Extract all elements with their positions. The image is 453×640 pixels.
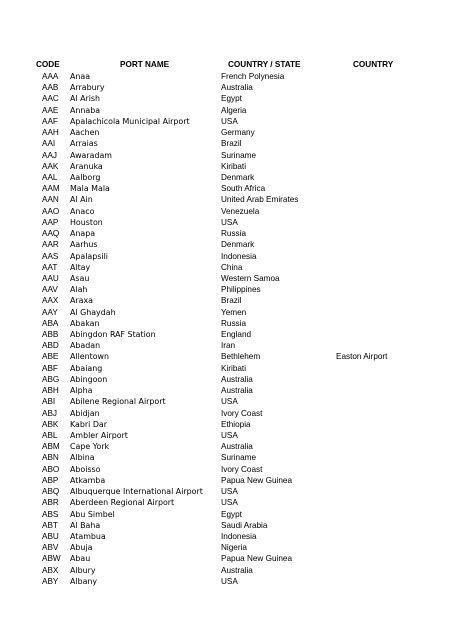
cell-port-name: Kabri Dar xyxy=(70,419,107,429)
table-row xyxy=(0,452,453,463)
cell-country-state: Kiribati xyxy=(221,363,247,373)
cell-port-name: Abuja xyxy=(70,543,93,553)
table-row xyxy=(0,206,453,217)
cell-country-state: Denmark xyxy=(221,240,255,250)
cell-code: ABJ xyxy=(42,408,58,418)
cell-port-name: Alpha xyxy=(70,386,93,396)
table-row xyxy=(0,127,453,138)
cell-country-state: Germany xyxy=(221,128,255,138)
cell-port-name: Annaba xyxy=(70,105,101,115)
cell-code: AAA xyxy=(42,72,59,81)
table-row xyxy=(0,497,453,508)
table-row xyxy=(0,464,453,475)
table-row xyxy=(0,183,453,194)
cell-code: ABW xyxy=(42,554,61,564)
cell-country-state: Western Samoa xyxy=(221,273,280,283)
cell-country: Easton Airport xyxy=(336,352,388,362)
cell-code: ABT xyxy=(42,520,58,530)
cell-code: AAR xyxy=(42,240,59,250)
cell-port-name: Al Ghaydah xyxy=(70,307,116,317)
cell-code: ABY xyxy=(42,576,59,586)
table-row xyxy=(0,116,453,127)
table-row xyxy=(0,374,453,385)
cell-code: ABD xyxy=(42,341,59,351)
cell-code: ABA xyxy=(42,318,59,328)
table-row xyxy=(0,82,453,93)
table-row xyxy=(0,239,453,250)
cell-port-name: Cape York xyxy=(70,442,110,452)
cell-code: AAN xyxy=(42,195,59,205)
cell-code: AAH xyxy=(42,128,59,138)
cell-code: AAU xyxy=(42,273,59,283)
cell-port-name: Awaradam xyxy=(70,150,112,160)
table-row xyxy=(0,105,453,116)
table-row xyxy=(0,71,453,82)
table-row xyxy=(0,385,453,396)
cell-country-state: Ivory Coast xyxy=(221,464,263,474)
cell-country-state: French Polynesia xyxy=(221,72,285,81)
table-row xyxy=(0,441,453,452)
cell-code: AAF xyxy=(42,116,58,126)
cell-code: AAY xyxy=(42,307,58,317)
cell-country-state: Suriname xyxy=(221,453,257,463)
cell-port-name: Ambler Airport xyxy=(70,431,128,440)
table-row xyxy=(0,273,453,284)
table-row xyxy=(0,509,453,520)
table-row xyxy=(0,307,453,318)
cell-port-name: Aranuka xyxy=(70,161,103,171)
cell-country-state: Nigeria xyxy=(221,543,247,553)
cell-country-state: Egypt xyxy=(221,94,242,104)
cell-port-name: Aalborg xyxy=(70,172,101,182)
cell-country-state: Australia xyxy=(221,386,253,396)
cell-country-state: Ethiopia xyxy=(221,419,251,429)
cell-country-state: Kiribati xyxy=(221,161,247,171)
cell-country-state: USA xyxy=(221,217,238,227)
table-row xyxy=(0,284,453,295)
cell-country-state: Australia xyxy=(221,374,253,384)
cell-port-name: Abidjan xyxy=(70,408,100,418)
cell-code: ABH xyxy=(42,386,59,396)
cell-port-name: Abilene Regional Airport xyxy=(70,397,166,407)
cell-port-name: Anaco xyxy=(70,206,95,216)
cell-port-name: Al Baha xyxy=(70,520,101,530)
cell-port-name: Al Arish xyxy=(70,94,101,104)
cell-port-name: Abaiang xyxy=(70,363,103,373)
cell-code: AAV xyxy=(42,285,58,295)
cell-code: ABB xyxy=(42,330,59,340)
cell-code: ABO xyxy=(42,464,60,474)
table-row xyxy=(0,565,453,576)
cell-code: ABL xyxy=(42,431,58,440)
cell-country-state: Saudi Arabia xyxy=(221,520,268,530)
table-row xyxy=(0,150,453,161)
cell-port-name: Atambua xyxy=(70,531,106,541)
table-row xyxy=(0,419,453,430)
cell-code: ABV xyxy=(42,543,59,553)
cell-code: ABG xyxy=(42,374,60,384)
table-row xyxy=(0,318,453,329)
cell-country-state: Iran xyxy=(221,341,236,351)
cell-code: AAQ xyxy=(42,229,60,239)
cell-code: AAK xyxy=(42,161,59,171)
cell-port-name: Abingdon RAF Station xyxy=(70,330,156,340)
cell-port-name: Asau xyxy=(70,273,90,283)
cell-port-name: Aboisso xyxy=(70,464,101,474)
cell-code: AAT xyxy=(42,262,58,272)
table-row xyxy=(0,138,453,149)
table-row xyxy=(0,194,453,205)
cell-port-name: Apalachicola Municipal Airport xyxy=(70,116,190,126)
cell-country-state: Denmark xyxy=(221,172,255,182)
cell-port-name: Altay xyxy=(70,262,91,272)
cell-country-state: Papua New Guinea xyxy=(221,475,293,485)
cell-code: AAO xyxy=(42,206,60,216)
table-header-row xyxy=(0,59,453,71)
table-row xyxy=(0,475,453,486)
cell-code: ABF xyxy=(42,363,58,373)
table-row xyxy=(0,553,453,564)
cell-code: AAX xyxy=(42,296,59,306)
cell-port-name: Houston xyxy=(70,217,103,227)
table-row xyxy=(0,161,453,172)
cell-code: ABS xyxy=(42,509,59,519)
cell-code: ABR xyxy=(42,498,59,508)
cell-country-state: China xyxy=(221,262,243,272)
cell-country-state: USA xyxy=(221,397,238,407)
cell-port-name: Arraias xyxy=(70,139,98,149)
cell-code: AAM xyxy=(42,184,60,194)
cell-country-state: South Africa xyxy=(221,184,266,194)
cell-country-state: Indonesia xyxy=(221,251,257,261)
cell-country-state: Brazil xyxy=(221,139,242,149)
cell-country-state: USA xyxy=(221,116,238,126)
cell-port-name: Abu Simbel xyxy=(70,509,115,519)
cell-port-name: Anaa xyxy=(70,72,91,81)
cell-country-state: Ivory Coast xyxy=(221,408,263,418)
cell-code: ABI xyxy=(42,397,56,407)
cell-country-state: Brazil xyxy=(221,296,242,306)
cell-port-name: Albuquerque International Airport xyxy=(70,487,203,497)
cell-port-name: Aachen xyxy=(70,128,100,138)
cell-code: ABX xyxy=(42,565,59,575)
table-row xyxy=(0,262,453,273)
cell-country-state: Philippines xyxy=(221,285,261,295)
table-row xyxy=(0,93,453,104)
cell-port-name: Araxa xyxy=(70,296,93,306)
cell-country-state: USA xyxy=(221,487,238,497)
cell-country-state: United Arab Emirates xyxy=(221,195,299,205)
header-country: COUNTRY xyxy=(353,60,394,69)
header-country-state: COUNTRY / STATE xyxy=(228,60,301,69)
table-row xyxy=(0,396,453,407)
cell-code: AAC xyxy=(42,94,59,104)
table-row xyxy=(0,340,453,351)
table-row xyxy=(0,217,453,228)
table-row xyxy=(0,408,453,419)
cell-port-name: Atkamba xyxy=(70,475,106,485)
cell-country-state: Egypt xyxy=(221,509,242,519)
cell-port-name: Aarhus xyxy=(70,240,98,250)
table-row xyxy=(0,228,453,239)
cell-port-name: Al Ain xyxy=(70,195,93,205)
cell-code: ABP xyxy=(42,475,59,485)
table-row xyxy=(0,363,453,374)
table-row xyxy=(0,486,453,497)
cell-country-state: USA xyxy=(221,431,238,440)
table-row xyxy=(0,351,453,362)
cell-code: ABE xyxy=(42,352,59,362)
cell-country-state: Papua New Guinea xyxy=(221,554,293,564)
cell-port-name: Allentown xyxy=(70,352,110,362)
cell-code: ABN xyxy=(42,453,59,463)
cell-code: AAJ xyxy=(42,150,58,160)
cell-country-state: Australia xyxy=(221,565,253,575)
cell-code: AAB xyxy=(42,83,59,93)
cell-country-state: Indonesia xyxy=(221,531,257,541)
cell-country-state: USA xyxy=(221,498,238,508)
table-body xyxy=(0,71,453,587)
cell-port-name: Abakan xyxy=(70,318,100,328)
table-row xyxy=(0,542,453,553)
table-row xyxy=(0,295,453,306)
cell-code: AAP xyxy=(42,217,59,227)
cell-country-state: Suriname xyxy=(221,150,257,160)
header-port-name: PORT NAME xyxy=(120,60,170,69)
cell-country-state: Yemen xyxy=(221,307,247,317)
table-row xyxy=(0,172,453,183)
cell-port-name: Mala Mala xyxy=(70,184,110,194)
cell-code: ABK xyxy=(42,419,59,429)
cell-code: AAI xyxy=(42,139,56,149)
cell-country-state: Bethlehem xyxy=(221,352,261,362)
cell-port-name: Apalapsili xyxy=(70,251,108,261)
table-row xyxy=(0,520,453,531)
cell-country-state: Venezuela xyxy=(221,206,260,216)
cell-port-name: Alah xyxy=(70,285,88,295)
cell-country-state: Australia xyxy=(221,83,253,93)
cell-code: AAS xyxy=(42,251,59,261)
header-code: CODE xyxy=(36,60,60,69)
cell-port-name: Abingoon xyxy=(70,374,108,384)
cell-port-name: Abadan xyxy=(70,341,101,351)
table-row xyxy=(0,430,453,441)
cell-country-state: Australia xyxy=(221,442,253,452)
table-row xyxy=(0,576,453,587)
cell-country-state: Russia xyxy=(221,229,247,239)
cell-port-name: Albany xyxy=(70,576,98,586)
cell-port-name: Albury xyxy=(70,565,96,575)
cell-code: ABU xyxy=(42,531,59,541)
table-row xyxy=(0,531,453,542)
cell-code: ABM xyxy=(42,442,60,452)
cell-port-name: Albina xyxy=(70,453,95,463)
cell-country-state: Russia xyxy=(221,318,247,328)
cell-port-name: Anapa xyxy=(70,229,96,239)
cell-code: ABQ xyxy=(42,487,60,497)
table-row xyxy=(0,251,453,262)
cell-country-state: USA xyxy=(221,576,238,586)
cell-port-name: Aberdeen Regional Airport xyxy=(70,498,175,508)
cell-country-state: Algeria xyxy=(221,105,247,115)
cell-country-state: England xyxy=(221,330,252,340)
table-row xyxy=(0,329,453,340)
cell-port-name: Abau xyxy=(70,554,91,564)
cell-code: AAL xyxy=(42,172,58,182)
cell-code: AAE xyxy=(42,105,59,115)
cell-port-name: Arrabury xyxy=(70,83,105,93)
